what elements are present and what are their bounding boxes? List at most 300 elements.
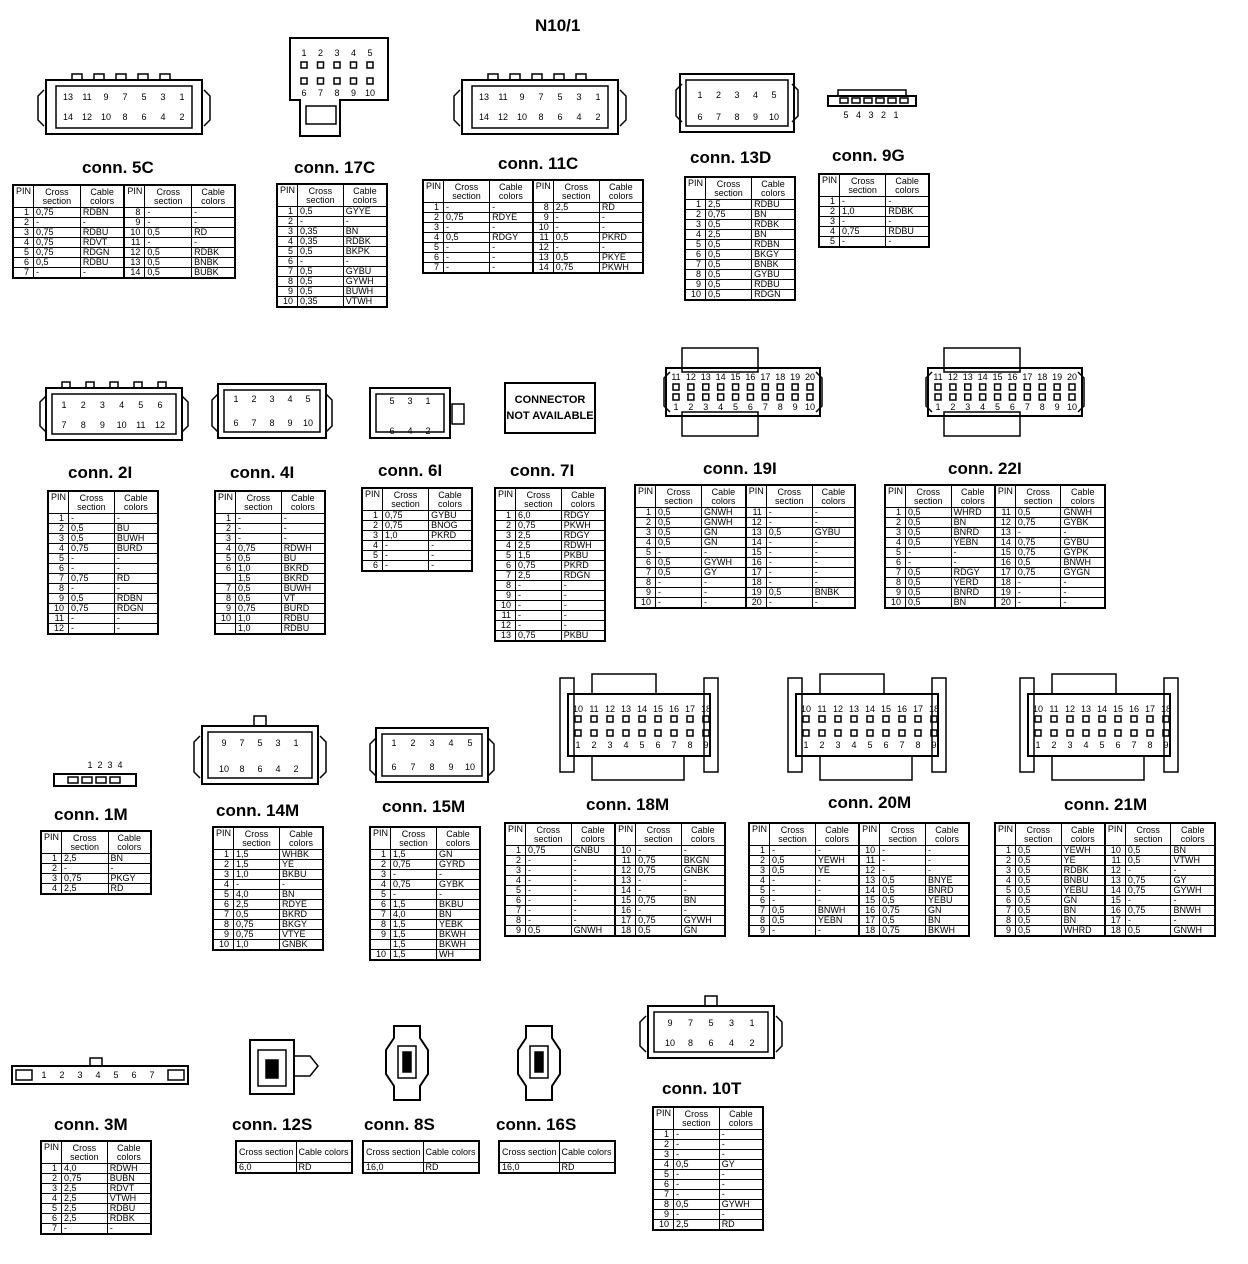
pin-cavity [703,384,709,390]
cell-pin: 7 [653,1190,674,1200]
cell-cable-color: WHRD [1061,926,1105,937]
cell-cable-color: - [80,218,124,228]
cell-cross-section: - [298,217,344,227]
table-row [48,594,158,604]
cell-pin: 1 [749,846,770,856]
table-row [685,270,795,280]
pin-number-label: 4 [623,740,629,750]
cell-pin: 9 [48,594,69,604]
cell-cross-section: 2,5 [553,203,599,213]
cell-pin: 5 [749,886,770,896]
cell-cross-section: - [526,916,572,926]
pin-cavity [68,777,78,783]
cell-pin: 5 [370,890,391,900]
cell-cross-section: 0,5 [1125,926,1171,937]
pin-cavity [367,62,373,68]
cell-pin: 11 [124,238,145,248]
cell-pin [215,624,236,635]
pin-cavity [819,716,825,722]
pin-number-label: 4 [980,402,986,412]
pin-number-label: 9 [667,1018,673,1028]
cell-cable-color: BN [1061,916,1105,926]
cell-cross-section: 2,5 [516,541,562,551]
cell-cable-color: RD [561,1162,575,1172]
cell-cable-color: - [1061,528,1105,538]
cell-cable-color: WHRD [951,508,995,518]
cell-cross-section: 0,5 [906,568,952,578]
label-conn-15m: conn. 15M [382,797,466,816]
cell-pin: 16 [746,558,767,568]
connector-body [54,774,136,786]
table-row [423,213,643,223]
pin-number-label: 5 [467,738,473,748]
cell-cable-color: WH [438,949,454,959]
table-row [41,1184,151,1194]
pin-cavity [1083,716,1089,722]
table-row [505,896,725,906]
label-conn-12s: conn. 12S [232,1115,313,1134]
table-row [370,860,480,870]
cell-cross-section: - [674,1180,720,1190]
cell-cable-color: BNBK [192,258,235,268]
table-row [635,598,855,609]
pin-table-16s [498,1140,616,1174]
pin-number-label: 13 [962,372,973,382]
cell-cross-section: 6,0 [236,1163,296,1174]
col-header-cable-colors: Cable colors [107,1141,151,1164]
pin-number-label: 17 [684,704,696,714]
pin-cavity [980,394,986,400]
table-row [370,950,480,961]
cell-pin: 6 [495,561,516,571]
pin-cavity [1035,716,1041,722]
pin-table-7i [494,487,606,642]
pin-cavity [301,78,307,84]
pin-number-label: 2 [410,738,416,748]
cell-cross-section: 0,5 [1015,508,1061,518]
pin-number-label: 2 [688,402,694,412]
pin-number-label: 5 [113,1070,119,1080]
cell-pin: 1 [819,197,840,207]
cell-cross-section: - [656,578,702,588]
table-row [215,544,325,554]
pin-number-label: 2 [97,760,103,770]
cell-cable-color: YEWH [815,856,859,866]
cell-cable-color: - [436,870,480,880]
pin-number-label: 6 [391,762,397,772]
table-row [653,1210,763,1220]
page-title: N10/1 [535,16,581,35]
col-header-cable-colors: Cable colors [559,1141,615,1163]
table-row [41,874,151,884]
cell-cable-color: - [719,1150,763,1160]
cell-pin: 4 [423,233,444,243]
table-row [495,581,605,591]
cell-pin: 6 [13,258,34,268]
cell-cross-section: 2,5 [62,854,108,864]
table-row [362,511,472,521]
cell-pin: 14 [746,538,767,548]
cell-cable-color: PKGY [108,874,151,884]
cell-pin: 15 [615,896,636,906]
cell-cable-color: BKRD [281,574,325,584]
cell-cross-section: 1,5 [516,551,562,561]
pin-number-label: 8 [538,112,544,122]
table-row [685,260,795,270]
cell-cross-section: 2,5 [62,1184,108,1194]
table-row [362,531,472,541]
pin-cavity [965,384,971,390]
cell-cable-color: GNBU [571,846,615,856]
cell-cable-color: BN [279,890,323,900]
table-row [885,538,1105,548]
cell-cable-color: - [701,588,745,598]
col-header-cross-section: Cross section [62,1141,108,1164]
col-header-pin: PIN [635,485,656,508]
pin-number-label: 3 [334,48,340,58]
table-row [819,227,929,237]
table-row [495,541,605,551]
pin-number-label: 6 [141,112,147,122]
pin-cavity [318,78,324,84]
connector-body [462,80,618,134]
cell-pin: 7 [423,263,444,274]
pin-number-label: 8 [734,112,740,122]
table-row [635,538,855,548]
cell-cross-section: - [636,876,682,886]
table-row [635,528,855,538]
contact-blade [266,1060,278,1078]
table-row [685,280,795,290]
cell-pin: 10 [653,1220,674,1231]
cell-cross-section: 0,5 [298,247,344,257]
col-header-pin: PIN [653,1107,674,1130]
table-row [995,866,1215,876]
cell-pin: 17 [859,916,880,926]
cell-cable-color: GNWH [571,926,615,937]
connector-12s-drawing [246,1036,322,1098]
cell-cross-section: 0,5 [880,886,926,896]
pin-cavity [852,98,860,103]
cell-cable-color: RD [192,228,235,238]
cell-cable-color: RDWH [561,541,605,551]
cell-pin: 10 [859,846,880,856]
table-row [995,926,1215,937]
cell-pin: 12 [495,621,516,631]
cell-cable-color: - [1063,597,1067,607]
table-row [819,207,929,217]
cell-cable-color: - [192,218,235,228]
connector-2i-drawing [36,378,192,444]
cell-cross-section: - [766,538,812,548]
cell-cross-section: 0,75 [516,631,562,642]
cell-cable-color: - [1171,866,1215,876]
col-header-cable-colors: Cable colors [423,1141,479,1163]
pin-number-label: 1 [673,402,679,412]
table-row [370,880,480,890]
cell-pin: 4 [749,876,770,886]
cell-pin: 9 [124,218,145,228]
cell-pin: 16 [859,906,880,916]
pin-cavity [1024,394,1030,400]
cell-cross-section: 0,5 [1016,846,1062,856]
connector-body [648,1006,774,1058]
cell-cable-color: - [681,906,725,916]
pin-number-label: 3 [77,1070,83,1080]
cell-cross-section: 0,75 [636,916,682,926]
cell-cable-color: - [719,1130,763,1140]
col-header-cable-colors: Cable colors [812,485,855,508]
cell-pin: 8 [277,277,298,287]
pin-number-label: 5 [138,400,144,410]
cell-pin: 1 [685,200,706,210]
cell-pin: 3 [995,866,1016,876]
cell-pin: 5 [13,248,34,258]
cell-pin: 7 [505,906,526,916]
table-row [885,578,1105,588]
cell-cross-section: 16,0 [499,1163,559,1174]
table-row [685,250,795,260]
cell-pin: 6 [505,896,526,906]
pin-number-label: 4 [275,764,281,774]
cell-cross-section: 0,75 [516,521,562,531]
cell-cross-section: - [69,614,115,624]
cell-cable-color: - [815,886,859,896]
pin-number-label: 2 [819,740,825,750]
cell-cable-color: BU [281,554,325,564]
pin-cavity [623,716,629,722]
pin-number-label: 3 [576,92,582,102]
cell-cable-color: - [681,846,725,856]
pin-cavity [835,716,841,722]
connector-17c-drawing [284,34,394,140]
pin-number-label: 16 [1007,372,1018,382]
pin-cavity [655,730,661,736]
connector-body [680,74,794,132]
cell-pin: 7 [885,568,906,578]
col-header-pin: PIN [362,488,383,511]
cell-cable-color: BURD [281,604,325,614]
table-row [495,621,605,631]
pin-cavity [1067,716,1073,722]
pin-number-label: 3 [99,400,105,410]
pin-number-label: 6 [301,88,307,98]
pin-number-label: 17 [760,372,771,382]
cell-cable-color: GN [701,538,745,548]
cell-cable-color: - [719,1170,763,1180]
col-header-cross-section: Cross section [234,827,280,850]
cell-cable-color: YE [1061,856,1105,866]
cell-cross-section: - [1015,598,1061,609]
pin-number-label: 6 [233,418,239,428]
cell-cable-color: - [886,197,929,207]
pin-number-label: 2 [251,394,257,404]
table-row [505,856,725,866]
table-row [505,866,725,876]
cell-pin: 10 [635,598,656,609]
table-row [819,237,929,248]
cell-cable-color: - [343,217,387,227]
cell-cable-color: - [114,614,158,624]
col-header-pin: PIN [819,174,840,197]
pin-number-label: 2 [950,402,956,412]
cell-pin: 1 [13,208,34,218]
pin-table-12s [235,1140,353,1174]
cell-cross-section: - [236,534,282,544]
cell-cable-color: BKRD [279,910,323,920]
table-row [48,624,158,635]
cell-cross-section: 1,0 [236,624,282,635]
label-conn-3m: conn. 3M [54,1115,128,1134]
cell-pin [215,574,236,584]
cell-cable-color: BNBK [752,260,795,270]
cell-pin: 9 [277,287,298,297]
cell-pin: 8 [213,920,234,930]
cell-pin: 1 [277,207,298,217]
cell-cross-section: 0,5 [1016,866,1062,876]
pin-number-label: 4 [95,1070,101,1080]
cell-cable-color: - [812,578,855,588]
pin-number-label: 15 [1112,704,1124,714]
cell-pin: 9 [653,1210,674,1220]
pin-table-6i [361,487,473,572]
cell-cable-color: GYGN [1061,568,1105,578]
cell-pin: 4 [213,880,234,890]
col-header-cable-colors: Cable colors [436,827,480,850]
cell-cross-section: - [770,926,816,937]
col-header-cable-colors: Cable colors [1061,823,1105,846]
pin-number-label: 6 [131,1070,137,1080]
cell-pin: 6 [370,900,391,910]
cell-pin: 8 [370,920,391,930]
table-row [653,1140,763,1150]
pin-number-label: 8 [239,764,245,774]
cell-cross-section: - [880,856,926,866]
cell-pin: 2 [635,518,656,528]
pin-cavity [1035,730,1041,736]
pin-number-label: 1 [301,48,307,58]
cell-pin: 2 [423,213,444,223]
cell-cable-color: - [886,217,929,227]
cell-cable-color: RDBU [107,1204,151,1214]
cell-pin: 5 [423,243,444,253]
cell-cross-section: - [906,558,952,568]
pin-cavity [687,730,693,736]
cell-pin: 4 [635,538,656,548]
table-row [277,207,387,217]
pin-cavity [367,78,373,84]
cell-cross-section: 0,5 [706,280,752,290]
cell-pin: 5 [495,551,516,561]
cell-cable-color: - [561,591,605,601]
cell-cross-section: 1,0 [234,870,280,880]
cell-cross-section: - [69,554,115,564]
cell-cable-color: RDVT [107,1184,151,1194]
cell-pin: 4 [885,538,906,548]
cell-cable-color: - [815,846,859,856]
table-row [995,876,1215,886]
table-row [277,257,387,267]
cell-cable-color: - [490,223,533,233]
pin-cavity [883,730,889,736]
table-row [505,886,725,896]
cell-cross-section: 0,5 [906,538,952,548]
cell-cross-section: 0,5 [298,287,344,297]
pin-number-label: 6 [557,112,563,122]
col-header-pin: PIN [995,823,1016,846]
table-row [370,870,480,880]
cell-cross-section: - [298,257,344,267]
cell-cable-color: RDBU [752,200,795,210]
cell-cable-color: PKBU [563,630,589,640]
cell-cross-section: 0,5 [553,253,599,263]
pin-number-label: 12 [81,112,93,122]
pin-number-label: 12 [832,704,844,714]
table-row [685,290,795,301]
cell-pin: 7 [213,910,234,920]
pin-cavity [96,777,106,783]
cell-cable-color: GN [436,850,480,860]
pin-number-label: 2 [715,90,722,100]
pin-cavity [792,394,798,400]
pin-table-19i [634,484,856,609]
cell-cross-section: 0,75 [880,926,926,937]
table-row [885,528,1105,538]
pin-cavity [819,730,825,736]
pin-number-label: 14 [977,372,988,382]
cell-cross-section: 0,5 [69,594,115,604]
connector-body [218,384,326,438]
pin-number-label: 10 [572,704,584,714]
connector-15m-drawing [366,722,498,788]
cell-pin: 7 [215,584,236,594]
cell-cable-color: - [571,866,615,876]
pin-number-label: 18 [700,704,712,714]
cell-pin: 3 [370,870,391,880]
cell-cable-color: - [490,263,533,274]
cell-pin: 2 [685,210,706,220]
cell-cross-section: - [526,896,572,906]
cell-cable-color: BNRD [951,528,995,538]
col-header-cross-section: Cross section [526,823,572,846]
pin-number-label: 10 [100,112,112,122]
pin-cavity [803,730,809,736]
col-header-cable-colors: Cable colors [599,180,643,203]
pin-number-label: 10 [516,112,528,122]
cell-cross-section: - [1015,588,1061,598]
cell-cross-section: 0,5 [706,240,752,250]
cell-pin: 9 [533,213,554,223]
pin-cavity [82,777,92,783]
table-row [749,846,969,856]
col-header-cross-section: Cross section [516,488,562,511]
cell-cross-section: 1,0 [383,531,429,541]
cell-cross-section: 0,75 [69,544,115,554]
cell-pin: 9 [749,926,770,937]
cell-pin: 6 [48,564,69,574]
cell-pin: 2 [370,860,391,870]
cell-cable-color: GY [719,1160,763,1170]
cell-cable-color: BNOG [429,521,472,531]
cell-cross-section: 0,5 [766,588,812,598]
pin-number-label: 13 [478,92,490,102]
cell-cable-color: - [192,208,235,218]
col-header-cable-colors: Cable colors [279,827,323,850]
cell-cross-section: 1,5 [391,940,437,950]
cell-cable-color: BKWH [928,925,956,935]
pin-number-label: 6 [157,400,163,410]
pin-cavity [867,730,873,736]
